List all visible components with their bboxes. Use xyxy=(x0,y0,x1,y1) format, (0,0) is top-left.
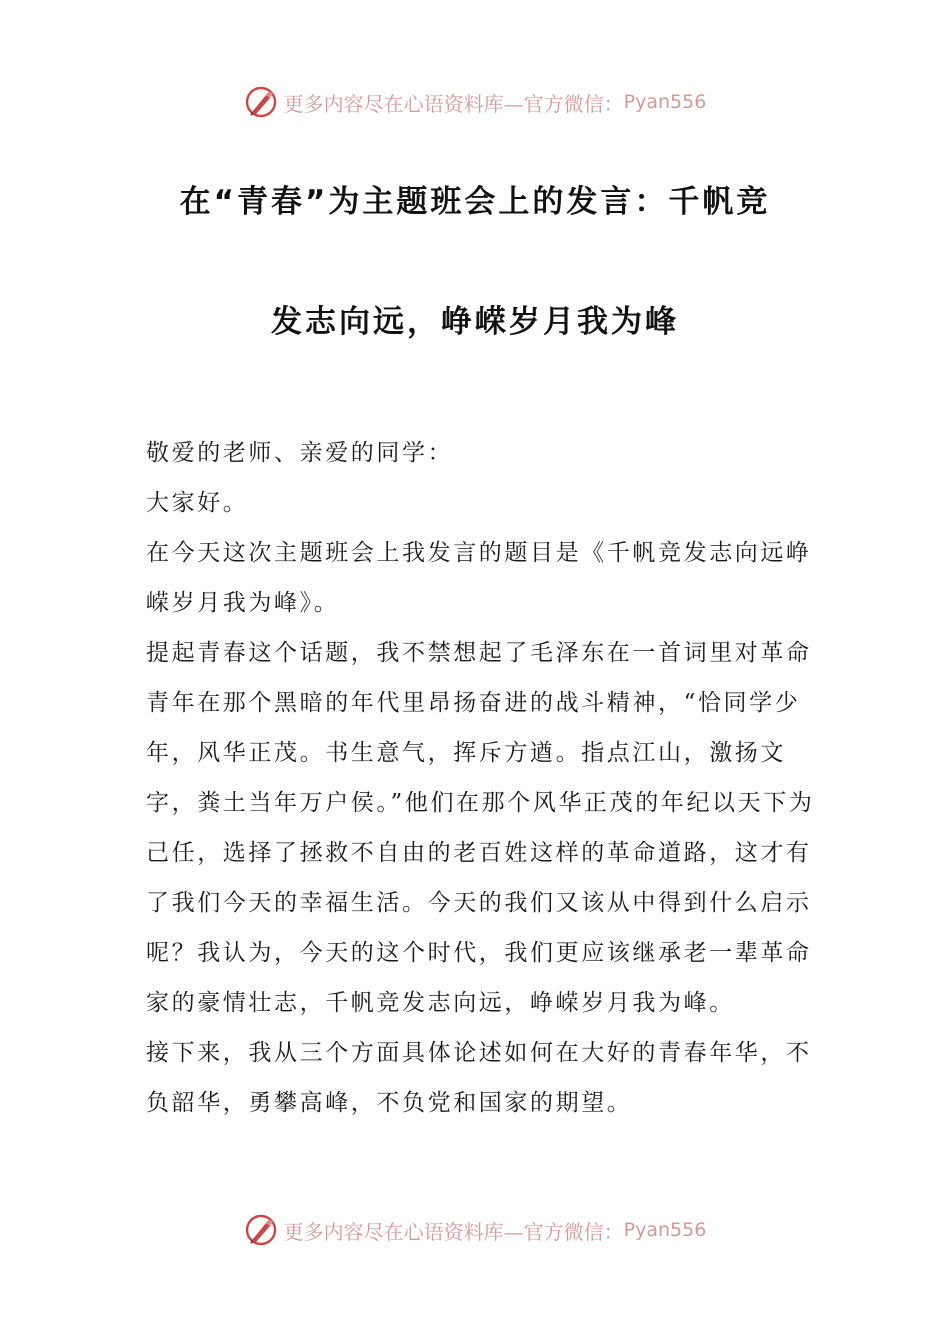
document-title-line-2: 发志向远，峥嵘岁月我为峰 xyxy=(271,304,679,340)
watermark-banner-top xyxy=(0,82,950,122)
document-title-line-1: 在“青春”为主题班会上的发言：千帆竞 xyxy=(179,184,771,220)
outline-paragraph: 接下来，我从三个方面具体论述如何在大好的青春年华，不负韶华，勇攀高峰，不负党和国家的期望。 xyxy=(146,1040,812,1116)
watermark-banner-bottom xyxy=(0,1210,950,1250)
document-body xyxy=(146,428,818,1128)
main-paragraph: 提起青春这个话题，我不禁想起了毛泽东在一首词里对革命青年在那个黑暗的年代里昂扬奋进的战斗精神，“恰同学少年，风华正茂。书生意气，挥斥方遒。指点江山，激扬文字，粪土当年万户侯。”他们在那个风华正茂的年纪以天下为己任，选择了拯救不自由的老百姓这样的革命道路，这才有了我们今天的幸福生活。今天的我们又该从中得到什么启示呢？我认为，今天的这个时代，我们更应该继承老一辈革命家的豪情壮志，千帆竞发志向远，峥嵘岁月我为峰。 xyxy=(146,640,815,1016)
greeting-paragraph: 敬爱的老师、亲爱的同学： xyxy=(146,440,454,466)
watermark-handle: Pyan556 xyxy=(623,1219,707,1241)
pen-logo-icon xyxy=(244,85,278,119)
watermark-handle: Pyan556 xyxy=(623,91,707,113)
topic-paragraph: 在今天这次主题班会上我发言的题目是《千帆竞发志向远峥嵘岁月我为峰》。 xyxy=(146,540,812,616)
pen-logo-icon xyxy=(244,1213,278,1247)
watermark-text: 更多内容尽在心语资料库—官方微信： xyxy=(283,1219,624,1244)
salutation-paragraph: 大家好。 xyxy=(146,490,249,516)
watermark-text: 更多内容尽在心语资料库—官方微信： xyxy=(283,91,624,116)
